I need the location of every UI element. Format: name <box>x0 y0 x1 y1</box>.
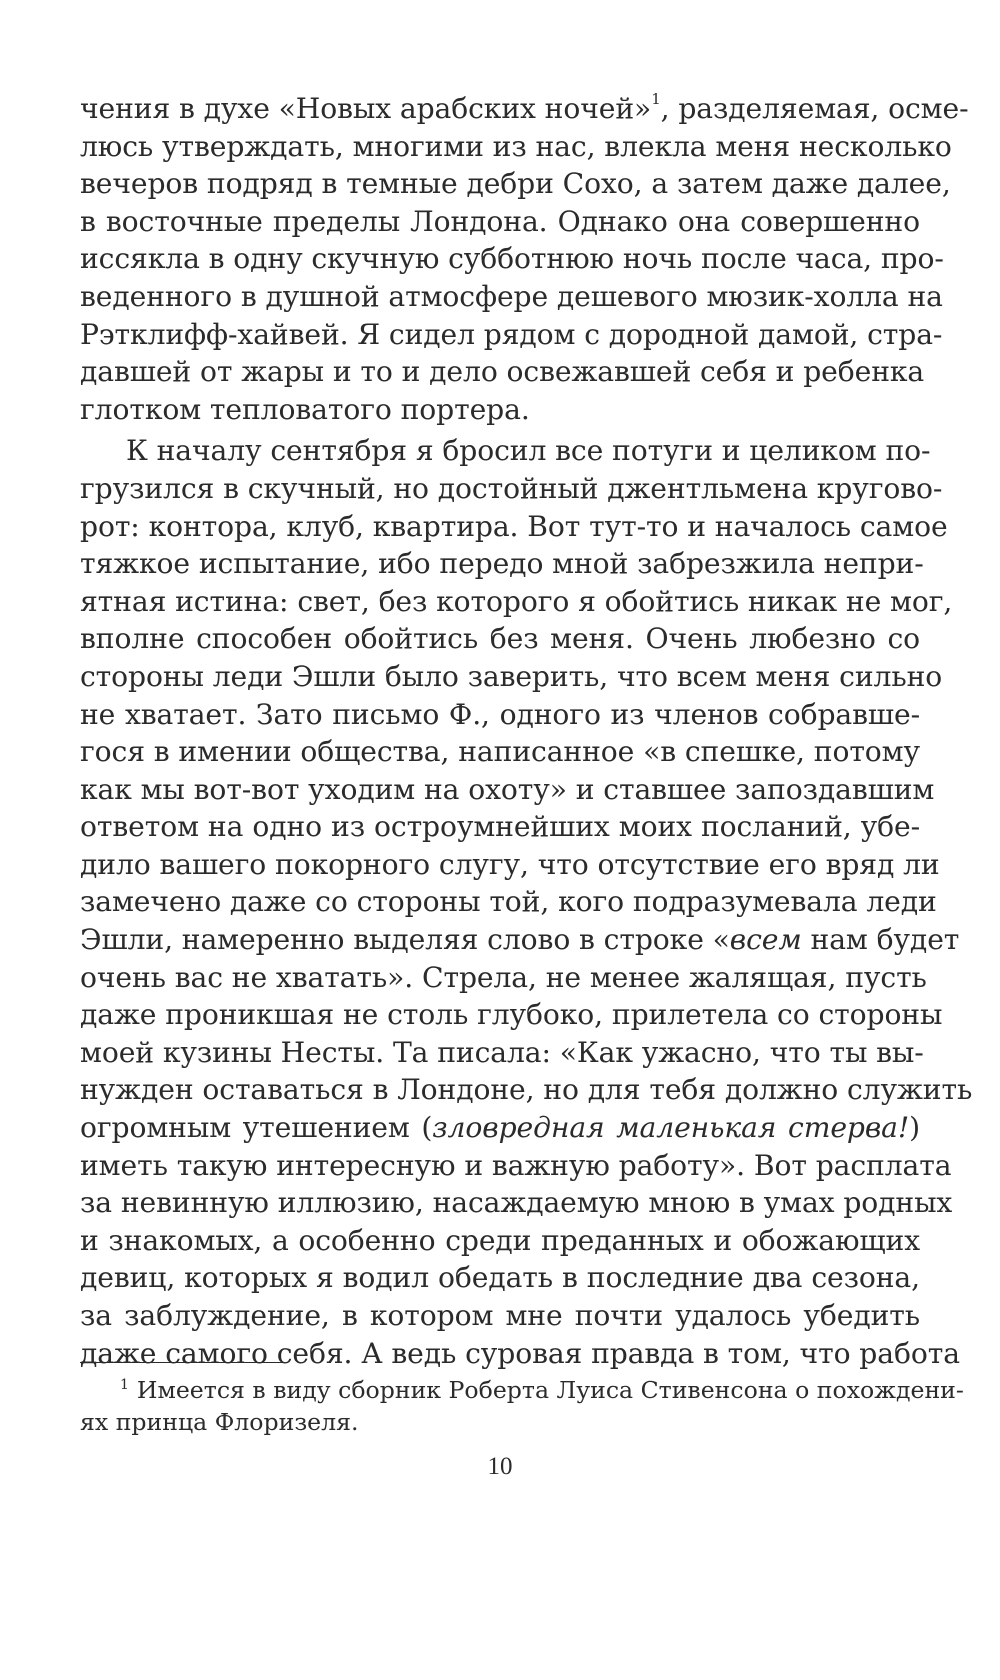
text-line: стороны леди Эшли было заверить, что всем меня сильно <box>80 659 943 693</box>
paragraph-1 <box>80 90 969 428</box>
text-line: иссякла в одну скучную субботнюю ночь после часа, про- <box>80 242 944 276</box>
text-line: за заблуждение, в котором мне почти удалось убедить <box>80 1299 920 1332</box>
text-line: и знакомых, а особенно среди преданных и обожающих <box>80 1223 920 1257</box>
text-line: даже самого себя. А ведь суровая правда в том, что работа <box>80 1336 960 1370</box>
text-line: К началу сентября я бросил все потуги и целиком по- <box>126 434 931 468</box>
text-line: вечеров подряд в темные дебри Сохо, а затем даже далее, <box>80 167 951 201</box>
text-line: глотком тепловатого портера. <box>80 392 530 426</box>
text-line: рот: контора, клуб, квартира. Вот тут-то и началось самое <box>80 509 948 543</box>
text-line <box>80 90 969 128</box>
text-line: за невинную иллюзию, насаждаемую мною в умах родных <box>80 1186 953 1220</box>
text-line: вполне способен обойтись без меня. Очень любезно со <box>80 622 920 656</box>
main-text <box>80 90 973 1372</box>
footnote-divider <box>80 1362 284 1363</box>
text-line: очень вас не хватать». Стрела, не менее жалящая, пусть <box>80 960 927 994</box>
text-line: давшей от жары и то и дело освежавшей себя и ребенка <box>80 355 925 389</box>
text-line: нужден оставаться в Лондоне, но для тебя должно служить <box>80 1073 973 1107</box>
text-segment: огромным утешением ( <box>80 1111 433 1145</box>
footnote-line: ях принца Флоризеля. <box>80 1408 359 1436</box>
emphasized-text: всем <box>729 923 802 957</box>
text-line: веденного в душной атмосфере дешевого мюзик-холла на <box>80 279 943 313</box>
page-number: 10 <box>487 1453 513 1480</box>
footnote-text: Имеется в виду сборник Роберта Луиса Стивенсона о похождени- <box>136 1376 964 1404</box>
text-line: моей кузины Несты. Та писала: «Как ужасно, что ты вы- <box>80 1035 924 1069</box>
paragraph-2 <box>80 432 973 1372</box>
text-segment: Эшли, намеренно выделяя слово в строке « <box>80 923 730 957</box>
text-line: девиц, которых я водил обедать в последние два сезона, <box>80 1261 920 1295</box>
text-line: люсь утверждать, многими из нас, влекла меня несколько <box>80 129 952 163</box>
text-line: ятная истина: свет, без которого я обойтись никак не мог, <box>80 584 953 618</box>
text-line: грузился в скучный, но достойный джентльмена кругово- <box>80 471 943 505</box>
text-line: в восточные пределы Лондона. Однако она совершенно <box>80 204 920 238</box>
text-line <box>80 921 960 959</box>
text-segment: ) <box>909 1111 920 1145</box>
footnote-line <box>80 1374 964 1406</box>
text-line: Рэтклифф-хайвей. Я сидел рядом с дородной дамой, стра- <box>80 317 943 351</box>
text-line: дило вашего покорного слугу, что отсутствие его вряд ли <box>80 847 940 881</box>
text-line: иметь такую интересную и важную работу». Вот расплата <box>80 1148 952 1182</box>
text-line: гося в имении общества, написанное «в спешке, потому <box>80 735 920 769</box>
footnote-marker: 1 <box>120 1377 129 1393</box>
text-line: не хватает. Зато письмо Ф., одного из членов собравше- <box>80 697 920 731</box>
text-segment: нам будет <box>801 923 960 957</box>
text-line: ответом на одно из остроумнейших моих посланий, убе- <box>80 810 920 844</box>
footnote <box>80 1374 964 1438</box>
text-line <box>80 1109 920 1147</box>
text-segment: чения в духе «Новых арабских ночей» <box>80 92 652 125</box>
footnote-reference: 1 <box>651 90 661 108</box>
emphasized-text: зловредная маленькая стерва! <box>432 1111 910 1145</box>
text-line: замечено даже со стороны той, кого подразумевала леди <box>80 885 937 919</box>
text-segment: , разделяемая, осме- <box>660 92 969 125</box>
text-line: тяжкое испытание, ибо передо мной забрезжила непри- <box>80 547 924 581</box>
text-line: даже проникшая не столь глубоко, прилетела со стороны <box>80 998 943 1032</box>
text-line: как мы вот-вот уходим на охоту» и ставшее запоздавшим <box>80 772 935 806</box>
